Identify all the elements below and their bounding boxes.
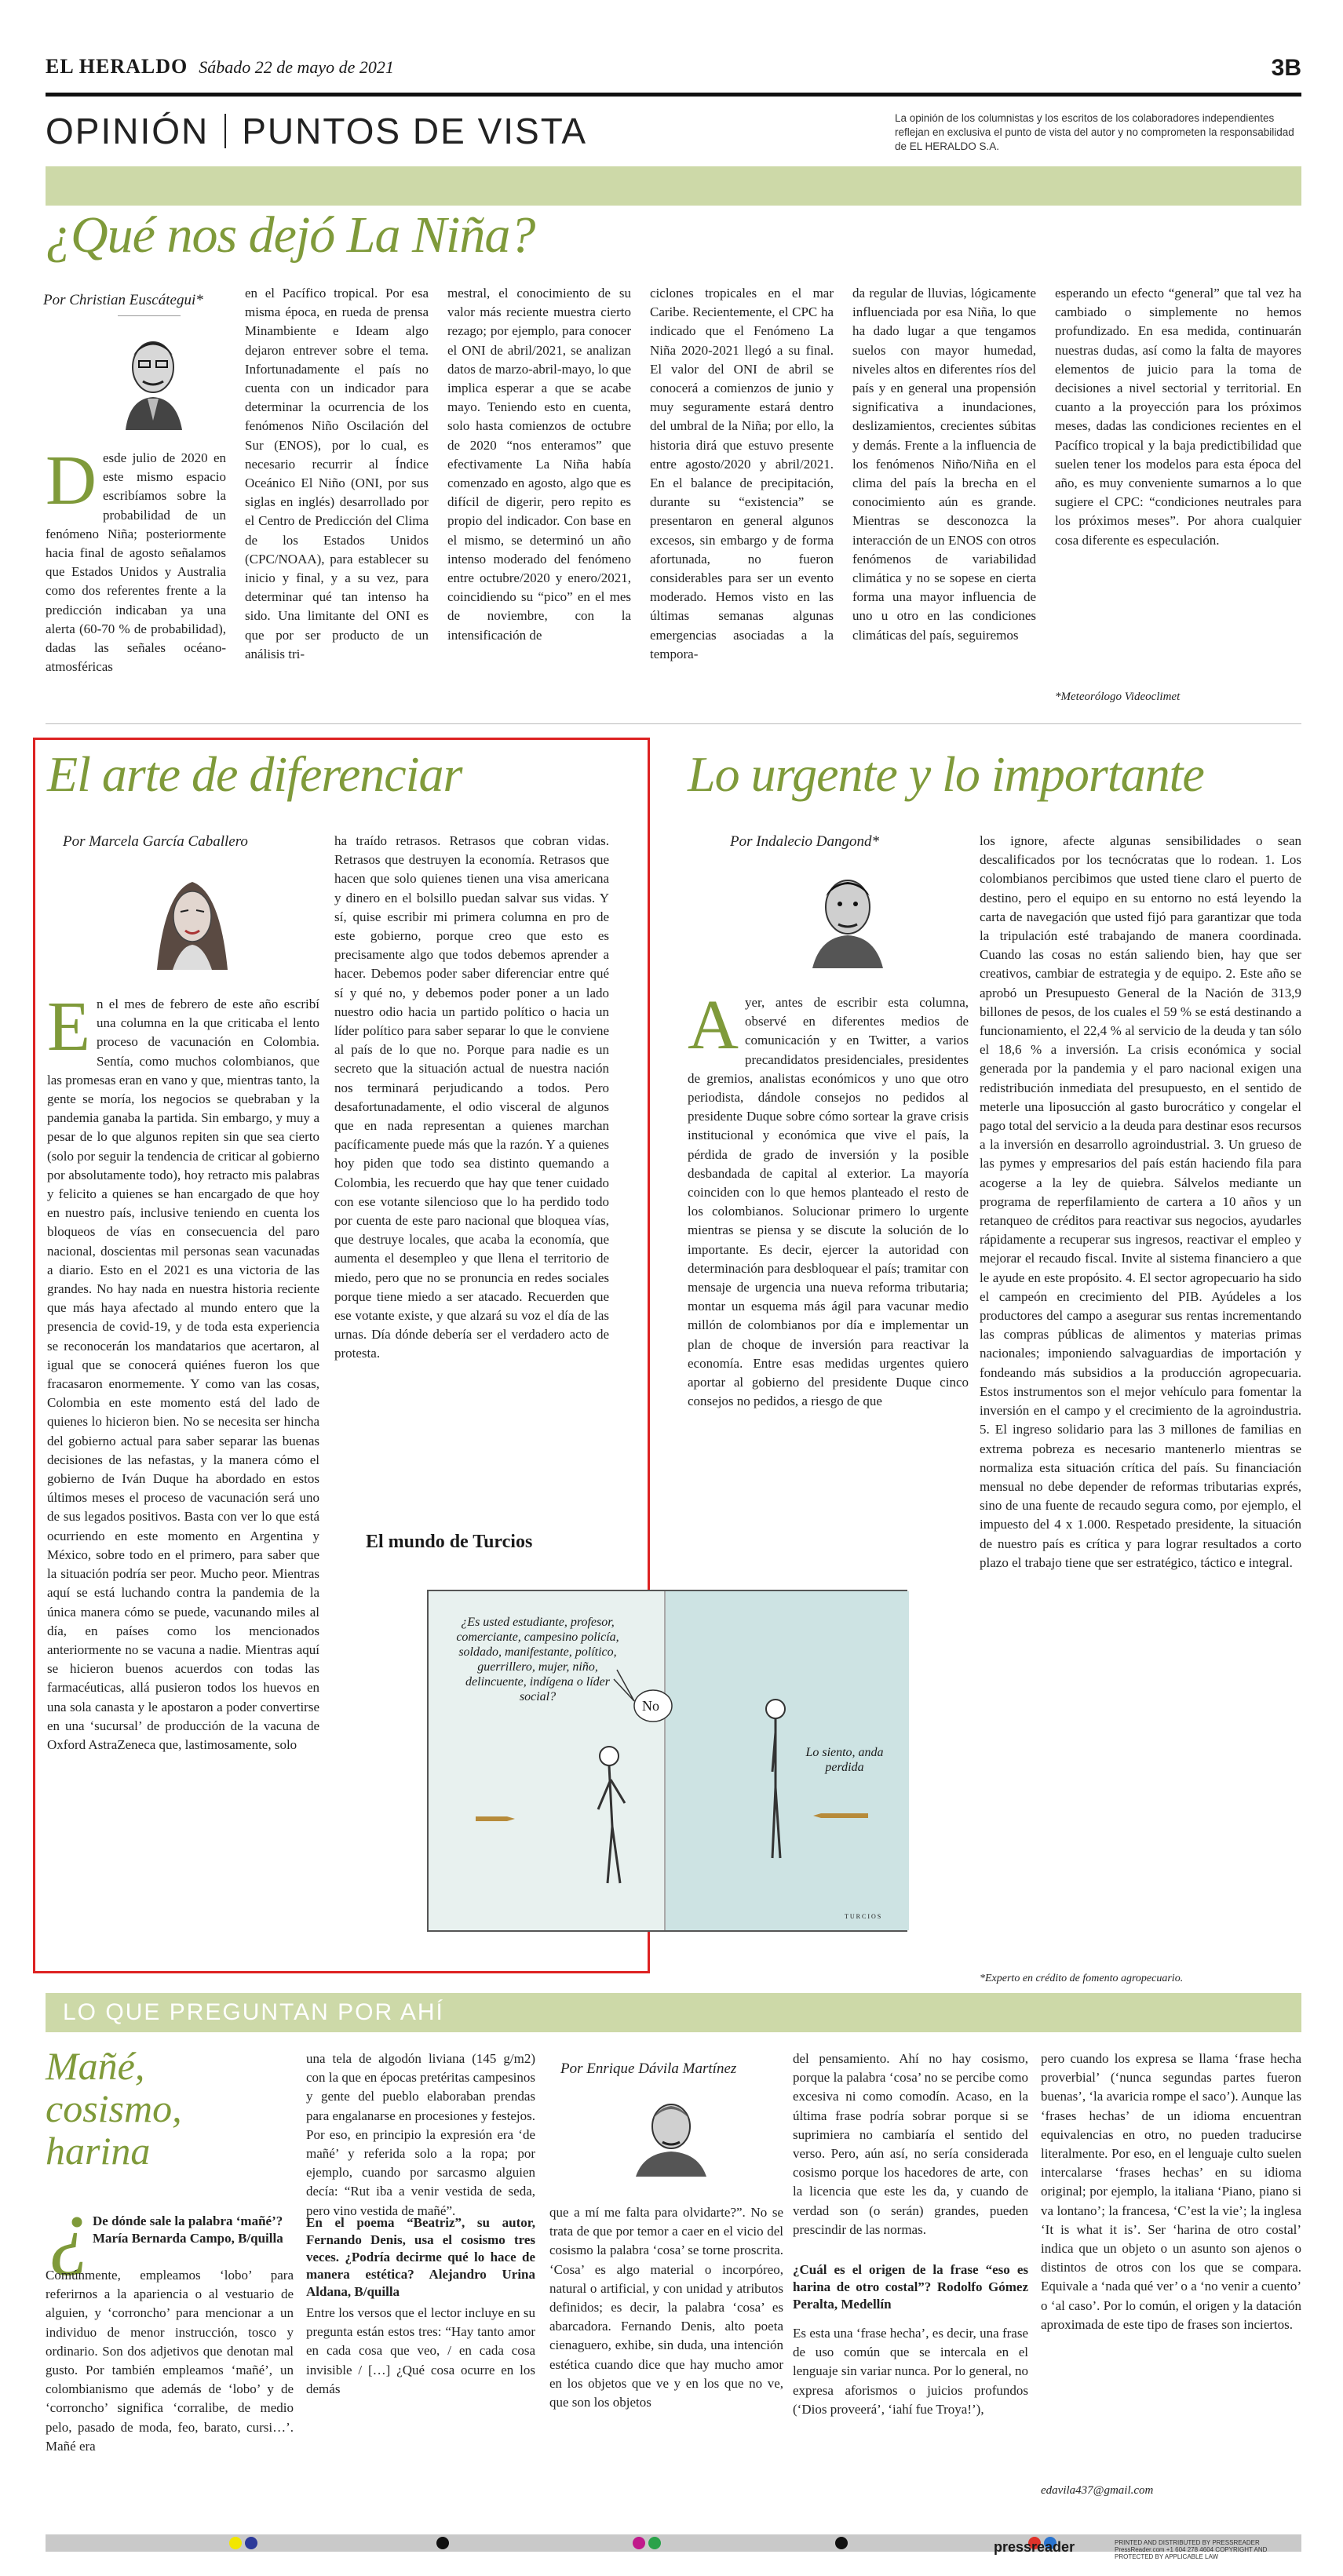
author-portrait-garcia xyxy=(133,860,251,970)
article3-footnote: *Experto en crédito de fomento agropecuario. xyxy=(980,1973,1184,1984)
ask-section-band xyxy=(46,1993,1301,2032)
article2-column-2: ha traído retrasos. Retrasos que cobran vidas. Retrasos que destruyen la economía. Retrasos que hacen que solo quienes tienen una visa americana y dinero en el bolsillo puedan salvar sus vidas. Y sí, quise escribir mi primera columna en pro de este gobierno, porque creo que esto es precisamente algo que todos debemos aprender a hacer. Debemos poder saber diferenciar entre qué sí y qué no, y debemos poder poner a un lado nuestro odio hacia un partido político o hacia un líder político para saber separar lo que le conviene al país de lo que no. Porque para nadie es un secreto que la situación actual de nuestra nación nos terminará perjudicando a todos. Pero desafortunadamente, el odio visceral de algunos que en nada representan a quienes marchan pacíficamente puede más que la razón. Y a quienes hoy piden que todo sea distinto quemando a Colombia, les recuerdo que hay que tener cuidado con ese votante silencioso que lo ha perdido todo por cuenta de este paro nacional que bloquea vías, que destruye locales, que acaba la economía, que aumenta el desempleo y que llena el territorio de miedo, pero que no se pronuncia en redes sociales porque tiene miedo a ser atacado. Recuerden que ese votante existe, y que alzará su voz el día de las urnas. Día dónde debería ser el verdadero acto de protesta. xyxy=(334,833,609,1361)
article1-dropcap: D xyxy=(46,442,97,519)
masthead xyxy=(46,55,1301,86)
question-mark-icon: ¿ xyxy=(49,2181,92,2276)
author-portrait-dangond xyxy=(793,858,903,968)
article1-column-1 xyxy=(46,442,226,708)
article2-col1-text: n el mes de febrero de este año escribí una columna en la que criticaba el lento proceso de vacunación en Colombia. Sentía, como muchos colombianos, que las promesas eran en vano y que, mientras tanto, la gente se moría, los negocios se quebraban y la pandemia ganaba la partida. Sin embargo, y muy a pesar de lo que algunos repiten sin que sea cierto (solo por seguir la tendencia de criticar al gobierno por absolutamente todo), hoy retracto mis palabras y felicito a quienes se han encargado de que hoy en nuestro país, inclusive teniendo en cuenta los bloqueos de vías en consecuencia del paro nacional, doscientas mil personas sean vacunadas a diario. Esto en el 2021 es una victoria de las grandes. No hay nada en nuestra historia reciente que más haya afectado al mundo entero que la presencia de covid-19, y de toda esta experiencia se reconocerán los mandatarios que acertaron, al igual que se conocerá quiénes fueron los que fracasaron enormemente. Y como van las cosas, Colombia en este momento está del lado de quienes lo hicieron bien. No se necesita ser hincha del gobierno actual para saber separar las buenas decisiones de las nefastas, y la manera cómo el gobierno de Iván Duque ha abordado en estos últimos meses el proceso de vacunación será uno de sus legados positivos. Basta con ver lo que está ocurriendo en este momento en Argentina y México, sobre todo en el primero, para saber que la situación podría ser peor. Mucho peor. Mientras aquí se está luchando contra la pandemia de la única manera cómo se puede, vacunando miles al día, en países como los mencionados anteriormente no se vacuna a nadie. Mientras aquí se hicieron buenos acuerdos con todas las farmacéuticas, allá pusieron todos los huevos en una sola canasta y le apostaron a poder convertirse en una ‘sucursal’ de producción de la vacuna de Oxford AstraZeneca que, lastimosamente, solo xyxy=(47,997,319,1752)
article1-column-5: da regular de lluvias, lógicamente influenciada por esa Niña, lo que ha dado lugar a que tengamos suelos con mayor humedad, niveles altos en diferentes ríos del país y en general una propensión significativa a inundaciones, deslizamientos, crecientes súbitas y demás. Frente a la influencia de los fenómenos Niño/Niña en el clima del país la brecha en el conocimiento aún es grande. Mientras se desconozca la interacción de un ENOS con otros fenómenos de variabilidad climática y no se sopese en cierta forma una mayor influencia de uno u otro en las condiciones climáticas del país, seguiremos xyxy=(852,286,1036,643)
article-divider xyxy=(46,723,1301,724)
section-right: PUNTOS DE VISTA xyxy=(242,111,588,151)
ask-column-4: del pensamiento. Ahí no hay cosismo, porque la palabra ‘cosa’ no se percibe como excesiva ni como comodín. Acaso, en la última frase podría sobrar porque si se suprimiera no cambiaría el sentido del verso. Pero, aún así, no sería considerada cosismo porque los hacedores de arte, con la licencia que este les da, y cuando de verdad son (o serán) grandes, pueden prescindir de las normas. xyxy=(793,2051,1028,2237)
article1-column-2: en el Pacífico tropical. Por esa misma época, en rueda de prensa Minambiente e Ideam algo dejaron entrever sobre el tema. Infortunadamente el país no cuenta con un indicador para determinar la ocurrencia de los fenómenos Niño Oscilación del Sur (ENOS), por lo cual, es necesario recurrir al Índice Oceánico El Niño (ONI, por sus siglas en inglés) desarrollado por el Centro de Predicción del Clima de los Estados Unidos (CPC/NOAA), para establecer su inicio y final, y a su vez, para determinar qué tan intenso ha sido. Una limitante del ONI es que por ser producto de un análisis tri- xyxy=(245,286,429,661)
ask-question-2: En el poema “Beatriz”, su autor, Fernando Denis, usa el cosismo tres veces. ¿Podría decirme qué lo hace de manera estética? Alejandro Urina Aldana, B/quilla xyxy=(306,2215,535,2299)
article3-column-1 xyxy=(688,986,969,1514)
article2-dropcap: E xyxy=(47,988,90,1066)
registration-dot-black-2 xyxy=(835,2537,848,2549)
ask-answer-1: Comúnmente, empleamos ‘lobo’ para referirnos a la apariencia o al vestuario de alguien, y ‘corroncho’ para mencionar a un individuo de menor instrucción, tosco y ordinario. Son dos adjetivos que denotan mal gusto. Por también empleamos ‘mañé’, un colombianismo que además de ‘lobo’ y de ‘corroncho’ significa ‘corralibe, de medio pelo, pasado de moda, feo, barato, cursi…’. Mañé era xyxy=(46,2268,294,2454)
ask-band-label: LO QUE PREGUNTAN POR AHÍ xyxy=(63,1999,444,2025)
registration-dot-blue xyxy=(245,2537,257,2549)
article2-column-1 xyxy=(47,988,319,1965)
author-portrait-euscategui xyxy=(94,320,212,430)
article1-col1-text: esde julio de 2020 en este mismo espacio escribíamos sobre la probabilidad de un fenómeno Niña; posteriormente hacia final de agosto señalamos que Estados Unidos y Australia como dos referentes frente a la predicción indicaban ya una alerta (60-70 % de probabilidad), dadas las señales océano-atmosféricas xyxy=(46,450,226,675)
ask-answer-2: Entre los versos que el lector incluye en su pregunta están estos tres: “Hay tanto amor en cada cosa que veo, / en cada cosa invisible / […] ¿Qué cosa ocurre en los demás xyxy=(306,2305,535,2396)
article1-column-6: esperando un efecto “general” que tal vez ha cambiado o simplemente no hemos profundizado. En esa medida, continuarán nuestras dudas, así como la falta de mayores elementos de juicio para la toma de decisiones a nivel sectorial y territorial. En cuanto a la proyección para los próximos meses, dadas las condiciones recientes en el Pacífico tropical y la baja predictibilidad que suelen tener los modelos para esta época del año, es muy conveniente sumarnos a lo que sugiere el CPC: “condiciones neutrales para los próximos meses”. Por ahora cualquier cosa diferente es especulación. xyxy=(1055,286,1301,548)
portrait-sketch-icon xyxy=(133,860,251,970)
ask-column-2: una tela de algodón liviana (145 g/m2) con la que en épocas pretéritas campesinos y gente del pueblo elaboraban prendas para engalanarse en procesiones y festejos. Por eso, en principio la expresión era ‘de mañé’ y referida solo a la ropa; por ejemplo, cuando por sarcasmo alguien decía: “Rut iba a venir vestida de seda, pero vino vestida de mañé”. xyxy=(306,2051,535,2218)
article3-column-2: los ignore, afecte algunas sensibilidades o sean descalificados por los tecnócratas que lo rodean. 1. Los colombianos percibimos que usted tiene claro el puerto de destino, pero el equipo en su entorno no está leyendo la carta de navegación que usted fijó para garantizar que toda la tripulación esté trabajando de manera coordinada. Cuando las cosas no están saliendo bien, hay que ser creativos, cambiar de estrategia y de equipo. 2. Este año se aprobó un Presupuesto General de la Nación de 313,9 billones de pesos, de los cuales el 59 % se está destinando a funcionamiento, el 22,4 % al servicio de la deuda y tan sólo el 18,6 % a inversión. La crisis económica y social generada por la pandemia y el paro nacional exigen una redistribución inmediata del presupuesto, en el sentido de meterle una liposucción al gasto burocrático y congelar el pago total del servicio a la deuda para destinar esos recursos a la inversión en desarrollo agroindustrial. 3. Un grueso de las pymes y empresarios del país están haciendo fila para acogerse a la ley de quiebra. Sálvelos mediante un programa de reperfilamiento de cartera a 10 años y un retanqueo de créditos para reactivar sus negocios, ayudarles rápidamente a recuperar sus ingresos, reactivar el empleo y mejorar el recaudo fiscal. Invite al sistema financiero a que le ayude en este propósito. 4. El sector agropecuario ha sido el campeón en crecimiento del PIB. Ayúdeles a los productores del campo a asegurar sus rentas incrementando las compras públicas de alimentos y materias primas nacionales; imponiendo salvaguardias de importación y fondeando más subsidios a la producción agropecuaria. Estos instrumentos son el mejor vehículo para fomentar la inversión en el campo y el crecimiento de la agroindustria. 5. El ingreso solidario para las 3 millones de familias en extrema pobreza es necesario mantenerlo mientras se normaliza esta situación crítica del país. Su financiación mensual no debe depender de reformas tributarias exprés, sino de una fuente de recaudo segura como, por ejemplo, el impuesto del 4 x 1.000. Respetado presidente, la situación de nuestro país es crítica y para lograr resultados a corto plazo el trabajo tiene que ser estratégico, táctico e integral. xyxy=(980,833,1301,1570)
article1-headline: ¿Qué nos dejó La Niña? xyxy=(46,206,535,264)
article1-byline: Por Christian Euscátegui* xyxy=(43,292,203,308)
article1-footnote: *Meteorólogo Videoclimet xyxy=(1055,690,1181,703)
cartoon-panel xyxy=(427,1590,907,1932)
issue-date: Sábado 22 de mayo de 2021 xyxy=(199,57,394,77)
pressreader-logo: pressreader xyxy=(994,2539,1075,2555)
section-left: OPINIÓN xyxy=(46,111,210,151)
cartoon-question: ¿Es usted estudiante, profesor, comerciante, campesino policía, soldado, manifestante, político, guerrillero, mujer, niño, delincuente, indígena o líder social? xyxy=(456,1616,619,1703)
newspaper-name: EL HERALDO xyxy=(46,55,188,78)
ask-question-3: ¿Cuál es el origen de la frase “eso es harina de otro costal”? Rodolfo Gómez Peralta, Medellín xyxy=(793,2262,1028,2312)
page-number: 3B xyxy=(1271,55,1301,81)
author-portrait-davila xyxy=(620,2090,722,2177)
ask-headline: Mañé, cosismo, harina xyxy=(46,2044,182,2173)
article3-dropcap: A xyxy=(688,986,739,1064)
registration-dot-yellow xyxy=(229,2537,242,2549)
registration-dot-green xyxy=(648,2537,661,2549)
portrait-sketch-icon xyxy=(793,858,903,968)
registration-dot-magenta xyxy=(633,2537,645,2549)
article2-headline: El arte de diferenciar xyxy=(47,746,462,802)
pressreader-note: PRINTED AND DISTRIBUTED BY PRESSREADER PressReader.com +1 604 278 4604 COPYRIGHT AND PROTECTED BY APPLICABLE LAW xyxy=(1115,2539,1268,2560)
portrait-sketch-icon xyxy=(620,2090,722,2177)
header-band xyxy=(46,166,1301,206)
top-rule xyxy=(46,93,1301,97)
article3-headline: Lo urgente y lo importante xyxy=(688,746,1204,802)
byline-rule xyxy=(118,315,181,316)
article2-byline: Por Marcela García Caballero xyxy=(63,833,248,850)
ask-answer-3: Es esta una ‘frase hecha’, es decir, una frase de uso común que se intercala en el lenguaje sin variar nunca. Por lo general, no expresa aforismos o juicios profundos (‘Dios proveerá’, ‘iahí fue Troya!’), xyxy=(793,2326,1028,2417)
section-separator xyxy=(224,114,226,148)
registration-dot-black xyxy=(436,2537,449,2549)
article3-col1-text: yer, antes de escribir esta columna, observé en diferentes medios de comunicación y en Twitter, a varios precandidatos presidenciales, presidentes de gremios, analistas económicos y uno que otro periodista, dándole consejos no pedidos al presidente Duque sobre cómo sortear la grave crisis institucional y económica que vive el país, la pérdida de grado de inversión y la posible desbandada de capital al exterior. La mayoría coinciden con lo que hemos planteado el resto de los colombianos. Solucionar primero lo urgente mientras se piensa y se discute la solución de lo importante. Es decir, ejercer la autoridad con determinación para desbloquear el país; tramitar con mensaje de urgencia una nueva reforma tributaria; montar un esquema más ágil para vacunar medio millón de colombianos por día e implementar un plan de choque de inversión para reactivar la economía. Entre esas medidas urgentes quiero aportar al gobierno del presidente Duque cinco consejos no pedidos, a riesgo de que xyxy=(688,995,969,1409)
ask-column-3: que a mí me falta para olvidarte?”. No se trata de que por temor a caer en el vicio del cosismo la palabra ‘cosa’ se torne proscrita. ‘Cosa’ es algo material o incorpóreo, natural o artificial, y con unidad y atributos definidos; es decir, la palabra ‘cosa’ es abarcadora. Fernando Denis, alto poeta cienaguero, exhibe, sin duda, una intención estética cuando dice que hay mucho amor en los objetos que ve y en los que no ve, que son los objetos xyxy=(549,2205,783,2410)
cartoon-answer: No xyxy=(642,1698,659,1714)
cartoon-title: El mundo de Turcios xyxy=(366,1532,533,1552)
article3-byline: Por Indalecio Dangond* xyxy=(730,833,879,850)
ask-byline: Por Enrique Dávila Martínez xyxy=(560,2060,737,2077)
ask-email: edavila437@gmail.com xyxy=(1041,2484,1154,2497)
cartoon-signature: TURCIOS xyxy=(845,1913,883,1920)
article1-column-3: mestral, el conocimiento de su valor más reciente muestra cierto rezago; por ejemplo, para conocer el ONI de abril/2021, se analizan datos de marzo-abril-mayo, lo que implica esperar a que se acabe mayo. Teniendo esto en cuenta, solo hasta comienzos de octubre de 2020 “nos enteramos” que efectivamente La Niña había comenzado en agosto, algo que es difícil de digerir, pero repito es propio del indicador. Con base en el mismo, se determinó un año intenso moderado del fenómeno entre octubre/2020 y enero/2021, coincidiendo su “pico” en el mes de noviembre, con la intensificación de xyxy=(447,286,631,643)
cartoon-reply: Lo siento, anda perdida xyxy=(805,1746,884,1774)
portrait-sketch-icon xyxy=(94,320,212,430)
section-disclaimer: La opinión de los columnistas y los escritos de los colaboradores independientes reflejan en exclusiva el punto de vista del autor y no comprometen la responsabilidad de EL HERALDO S.A. xyxy=(895,112,1294,152)
ask-question-1: De dónde sale la palabra ‘mañé’? María Bernarda Campo, B/quilla xyxy=(93,2213,283,2246)
article1-column-4: ciclones tropicales en el mar Caribe. Recientemente, el CPC ha indicado que el Fenómeno La Niña 2020-2021 llegó a su final. El valor del ONI de abril se conocerá a comienzos de junio y muy seguramente estará dentro del umbral de la Niña; por ello, la historia dirá que estuvo presente entre agosto/2020 y abril/2021. En el balance de precipitación, durante su “existencia” se presentaron en general algunos excesos, sin embargo y de forma afortunada, no fueron considerables para ser un evento moderado. Hemos visto en las últimas semanas algunas emergencias asociadas a la tempora- xyxy=(650,286,834,661)
ask-column-5: pero cuando los expresa se llama ‘frase hecha proverbial’ (‘nunca segundas partes fueron buenas’, ‘la avaricia rompe el saco’). Aunque las ‘frases hechas’ de un idioma encuentran equivalencias en otro, no pueden traducirse literalmente. Por eso, en el lenguaje culto suelen intercalarse ‘frases hechas’ en su idioma original; por ejemplo, la italiana ‘Piano, piano si va lontano’; la francesa, ‘C’est la vie’; la inglesa ‘It is what it is’. Ser ‘harina de otro costal’ indica que un objeto o un asunto son ajenos o distintos de otros con los que se compara. Equivale a ‘nada qué ver’ o a ‘no venir a cuento’ o ‘al caso’. Por lo común, el origen y la datación aproximada de este tipo de frases son inciertos. xyxy=(1041,2051,1301,2332)
section-title xyxy=(46,110,587,152)
